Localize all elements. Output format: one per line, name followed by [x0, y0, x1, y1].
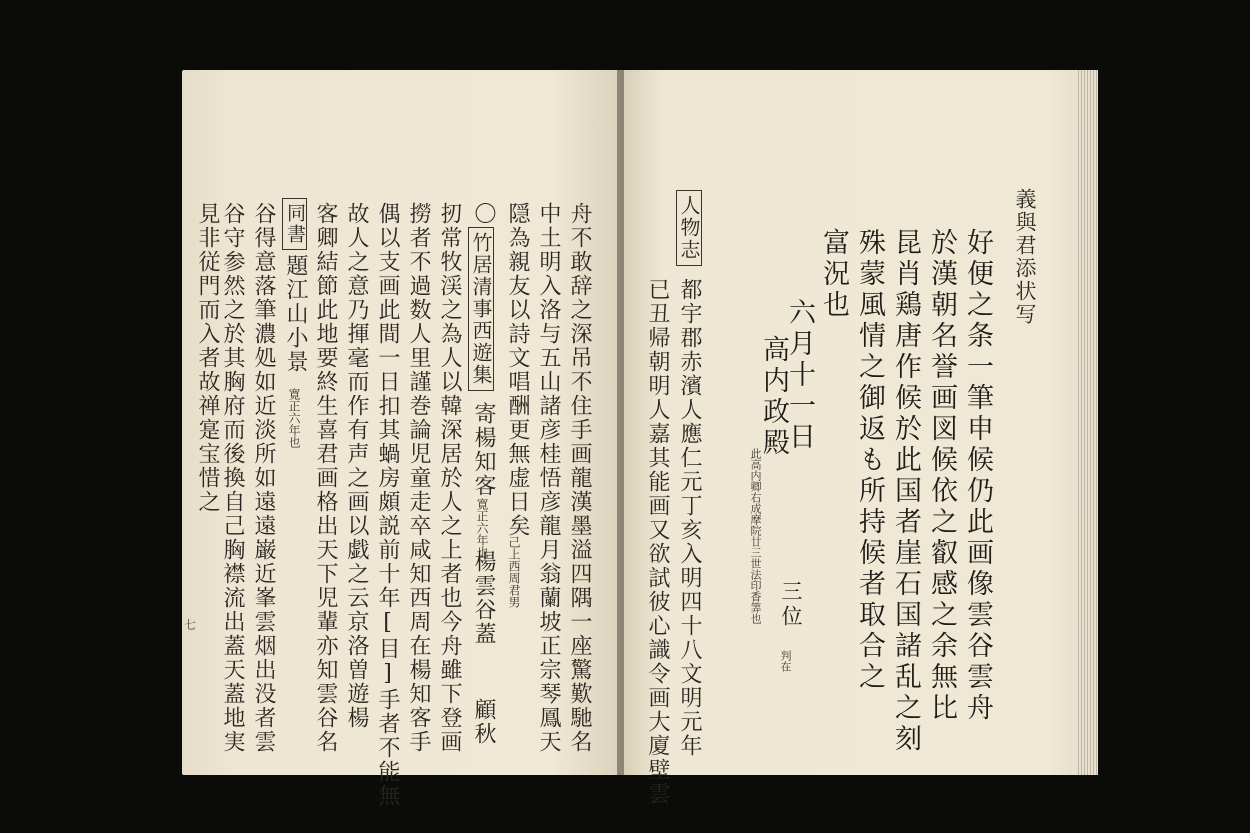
handwritten-line: 於漢朝名誉画図候依之叡感之余無比 [926, 228, 957, 724]
book-gutter [617, 70, 624, 775]
handwritten-line: 昆肖鶏唐作候於此国者崖石国諸乱之刻 [890, 228, 921, 755]
handwritten-line: 殊蒙風情之御返も所持候者取合之 [854, 228, 885, 693]
text-column: 題江山小景 [283, 254, 308, 374]
text-column: 舟不敢辞之深吊不住手画龍漢墨溢四隅一座驚歎馳名 [567, 202, 592, 754]
letter-date: 六月十一日 [784, 298, 815, 453]
text-column: 楊雲谷蓋 [471, 550, 496, 646]
kanbun-note: 寛正六年也 [287, 388, 301, 448]
circle-mark: 〇 [471, 202, 496, 226]
letter-note: 此高内卿右成摩院廿三世法印香筭也 [749, 448, 762, 624]
text-column: 故人之意乃揮毫而作有声之画以戯之云京洛曽遊楊 [344, 202, 369, 730]
kanbun-note: 寛正六年也 [475, 498, 489, 558]
text-column: 已丑帰朝明人嘉其能画又欲試彼心識令画大廈壁雲 [645, 278, 670, 806]
page-title: 義與君添状写 [1013, 188, 1037, 326]
text-column: 都宇郡赤濱人應仁元丁亥入明四十八文明元年 [677, 278, 702, 758]
letter-rank-note: 判在 [779, 650, 792, 672]
text-column: 見非従門而入者故禅寔宝惜之 [195, 202, 220, 514]
group-label: 同書 [282, 198, 307, 250]
text-column: 撈者不過数人里謹巻論児童走卒咸知西周在楊知客手 [406, 202, 431, 754]
text-column: 谷得意落筆濃処如近淡所如遠遠巌近峯雲烟出没者雲 [251, 202, 276, 754]
text-column: 扨常牧渓之為人以韓深居於人之上者也今舟雖下登画 [437, 202, 462, 754]
open-book [182, 70, 1097, 808]
kanbun-note: 己上西周君男 [507, 536, 521, 608]
source-label: 竹居清事西遊集 [468, 227, 494, 391]
handwritten-line: 富況也 [818, 228, 849, 321]
text-column: 顧秋 [471, 698, 496, 746]
section-label: 人物志 [676, 190, 702, 266]
text-column: 客卿結節此地要終生喜君画格出天下児輩亦知雲谷名 [313, 202, 338, 754]
text-column: 隠為親友以詩文唱酬更無虚日矣 [505, 202, 530, 538]
handwritten-line: 好便之条一筆申候仍此画像雲谷雲舟 [962, 228, 993, 724]
text-column: 偶以支画此間一日扣其蝸房頗説前十年[目]手者不能無 [375, 202, 400, 808]
letter-recipient: 高内政殿 [758, 335, 789, 459]
page-number: 七 [184, 618, 197, 632]
page-edges [1076, 70, 1098, 775]
text-column: 谷守参然之於其胸府而後換自己胸襟流出蓋天蓋地実 [220, 202, 245, 754]
text-column: 寄楊知客 [471, 402, 496, 498]
letter-rank: 三位 [779, 580, 803, 630]
text-column: 中土明入洛与五山諸彦桂悟彦龍月翁蘭坡正宗琴鳳天 [536, 202, 561, 754]
